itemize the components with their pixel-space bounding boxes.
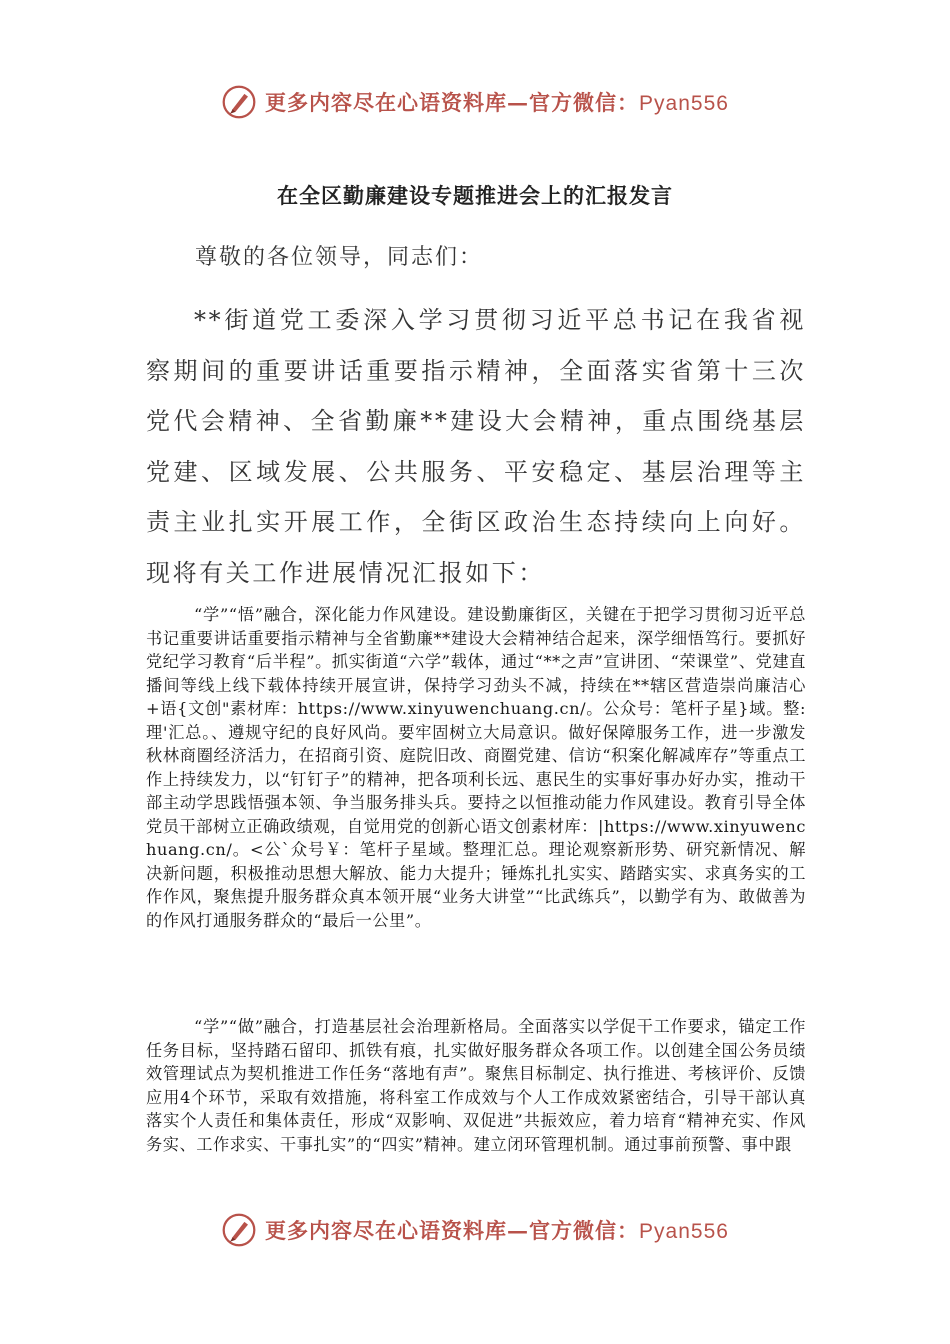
pen-nib-logo-icon [221,1212,257,1248]
footer-banner [0,1208,950,1252]
pen-nib-logo-icon [221,84,257,120]
wechat-id: Pyan556 [639,1220,729,1243]
banner-text: 更多内容尽在心语资料库—官方微信：Pyan556 [265,90,729,115]
intro-paragraph: **街道党工委深入学习贯彻习近平总书记在我省视察期间的重要讲话重要指示精神，全面落实省第十三次党代会精神、全省勤廉**建设大会精神，重点围绕基层党建、区域发展、公共服务、平安稳定、基层治理等主责主业扎实开展工作，全街区政治生态持续向上向好。现将有关工作进展情况汇报如下： [146,306,806,587]
header-banner [0,80,950,124]
body-paragraph-2: “学”“做”融合，打造基层社会治理新格局。全面落实以学促干工作要求，锚定工作任务目标，坚持踏石留印、抓铁有痕，扎实做好服务群众各项工作。以创建全国公务员绩效管理试点为契机推进工作任务“落地有声”。聚焦目标制定、执行推进、考核评价、反馈应用4个环节，采取有效措施，将科室工作成效与个人工作成效紧密结合，引导干部认真落实个人责任和集体责任，形成“双影响、双促进”共振效应，着力培育“精神充实、作风务实、工作求实、干事扎实”的“四实”精神。建立闭环管理机制。通过事前预警、事中跟 [146,1017,806,1154]
wechat-id: Pyan556 [639,92,729,115]
salutation: 尊敬的各位领导，同志们： [195,245,484,270]
banner-text: 更多内容尽在心语资料库—官方微信：Pyan556 [265,1218,729,1243]
document-title: 在全区勤廉建设专题推进会上的汇报发言 [277,184,673,208]
body-paragraph-1: “学”“悟”融合，深化能力作风建设。建设勤廉街区，关键在于把学习贯彻习近平总书记重要讲话重要指示精神与全省勤廉**建设大会精神结合起来，深学细悟笃行。要抓好党纪学习教育“后半程”。抓实街道“六学”载体，通过“**之声”宣讲团、“荣课堂”、党建直播间等线上线下载体持续开展宣讲，保持学习劲头不减，持续在**辖区营造崇尚廉洁心+语{文创"素材库：https://www.xinyuwenchuang.cn/。公众号：笔杆子星}域。整:理'汇总。、遵规守纪的良好风尚。要牢固树立大局意识。做好保障服务工作，进一步激发秋林商圈经济活力，在招商引资、庭院旧改、商圈党建、信访“积案化解减库存”等重点工作上持续发力，以“钉钉子”的精神，把各项利长远、惠民生的实事好事办好办实，推动干部主动学思践悟强本领、争当服务排头兵。要持之以恒推动能力作风建设。教育引导全体党员干部树立正确政绩观，自觉用党的创新心语文创素材库：|https://www.xinyuwenchuang.cn/。<公`众号￥：笔杆子星域。整理汇总。理论观察新形势、研究新情况、解决新问题，积极推动思想大解放、能力大提升；锤炼扎扎实实、踏踏实实、求真务实的工作作风，聚焦提升服务群众真本领开展“业务大讲堂”“比武练兵”，以勤学有为、敢做善为的作风打通服务群众的“最后一公里”。 [146,605,806,930]
